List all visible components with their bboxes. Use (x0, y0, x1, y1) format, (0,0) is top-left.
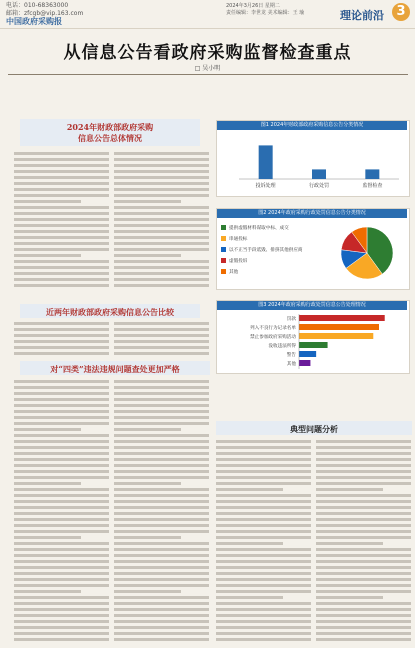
text-line (14, 254, 81, 257)
text-line (14, 242, 109, 245)
text-line (114, 164, 209, 167)
text-line (14, 194, 109, 197)
text-line (14, 440, 109, 443)
text-line (14, 176, 109, 179)
text-line (114, 542, 209, 545)
text-line (114, 494, 209, 497)
text-line (14, 230, 109, 233)
text-line (114, 590, 181, 593)
text-line (316, 536, 411, 539)
chart-1-title: 图1 2024年财政部政府采购信息公告分类情况 (217, 121, 407, 130)
subhead-overview-line1: 2024年财政部政府采购 (66, 122, 154, 132)
text-line (114, 614, 209, 617)
text-line (14, 560, 109, 563)
text-line (216, 452, 311, 455)
text-line (216, 506, 311, 509)
text-line (14, 340, 109, 343)
text-line (14, 638, 109, 641)
text-line (14, 404, 109, 407)
text-line (14, 602, 109, 605)
text-line (14, 482, 81, 485)
text-line (316, 500, 411, 503)
text-line (14, 524, 109, 527)
text-line (14, 620, 109, 623)
chart-2-legend-swatch (221, 269, 226, 274)
text-line (114, 626, 209, 629)
text-line (316, 548, 411, 551)
text-line (14, 536, 81, 539)
text-line (114, 224, 209, 227)
text-line (14, 506, 109, 509)
date-line: 2024年3月26日 星期二 (226, 3, 280, 9)
headline: 从信息公告看政府采购监督检查重点 (63, 43, 352, 63)
chart-3-tick-label: 没收违法所得 (268, 344, 296, 349)
text-line (14, 170, 109, 173)
chart-3-bar (299, 351, 316, 357)
text-line (114, 470, 209, 473)
body-col-2a (14, 322, 109, 358)
text-line (14, 590, 81, 593)
text-line (14, 278, 109, 281)
chart-3-tick-label: 其他 (286, 362, 296, 367)
text-line (14, 328, 109, 331)
text-line (316, 542, 383, 545)
text-line (316, 452, 411, 455)
text-line (114, 632, 209, 635)
body-col-1b (114, 152, 209, 290)
chart-1-bar (312, 169, 326, 179)
chart-3-box (216, 300, 410, 374)
text-line (114, 266, 209, 269)
text-line (114, 200, 181, 203)
text-line (114, 434, 209, 437)
chart-1-tick-label: 监督检查 (362, 183, 383, 189)
text-line (14, 212, 109, 215)
text-line (216, 524, 311, 527)
text-line (216, 512, 311, 515)
text-line (114, 572, 209, 575)
text-line (216, 494, 311, 497)
text-line (216, 488, 283, 491)
text-line (14, 434, 109, 437)
text-line (14, 488, 109, 491)
text-line (114, 422, 209, 425)
text-line (216, 548, 311, 551)
text-line (114, 230, 209, 233)
text-line (114, 152, 209, 155)
chart-2-box (216, 208, 410, 290)
text-line (216, 596, 283, 599)
chart-1-svg (217, 131, 407, 195)
text-line (316, 602, 411, 605)
text-line (14, 566, 109, 569)
text-line (14, 218, 109, 221)
text-line (216, 602, 311, 605)
text-line (114, 254, 181, 257)
text-line (114, 458, 209, 461)
text-line (316, 476, 411, 479)
text-line (114, 260, 209, 263)
text-line (216, 440, 311, 443)
body-col-4a (216, 440, 311, 644)
text-line (14, 626, 109, 629)
text-line (316, 614, 411, 617)
text-line (216, 608, 311, 611)
text-line (316, 512, 411, 515)
text-line (14, 410, 109, 413)
text-line (216, 590, 311, 593)
text-line (14, 152, 109, 155)
chart-1-bar (365, 169, 379, 179)
text-line (14, 578, 109, 581)
text-line (14, 608, 109, 611)
text-line (216, 560, 311, 563)
text-line (114, 464, 209, 467)
text-line (14, 512, 109, 515)
text-line (114, 548, 209, 551)
text-line (114, 386, 209, 389)
text-line (316, 446, 411, 449)
text-line (114, 530, 209, 533)
text-line (114, 554, 209, 557)
text-line (14, 572, 109, 575)
text-line (114, 272, 209, 275)
text-line (316, 554, 411, 557)
text-line (316, 458, 411, 461)
text-line (216, 530, 311, 533)
text-line (316, 590, 411, 593)
chart-3-bar (299, 342, 328, 348)
text-line (14, 458, 109, 461)
body-col-1a (14, 152, 109, 290)
text-line (14, 476, 109, 479)
masthead-date (226, 3, 336, 17)
text-line (114, 352, 209, 355)
text-line (114, 334, 209, 337)
text-line (216, 572, 311, 575)
chart-3-svg (217, 311, 407, 373)
text-line (216, 458, 311, 461)
chart-1-bar (259, 145, 273, 179)
text-line (114, 158, 209, 161)
text-line (14, 632, 109, 635)
text-line (114, 322, 209, 325)
text-line (316, 506, 411, 509)
text-line (14, 416, 109, 419)
text-line (114, 380, 209, 383)
text-line (216, 578, 311, 581)
text-line (14, 200, 81, 203)
chart-3-bar (299, 324, 379, 330)
text-line (114, 560, 209, 563)
masthead-contact (6, 2, 83, 26)
text-line (216, 482, 311, 485)
text-line (316, 626, 411, 629)
text-line (216, 614, 311, 617)
text-line (316, 524, 411, 527)
text-line (114, 518, 209, 521)
text-line (216, 536, 311, 539)
text-line (14, 452, 109, 455)
text-line (316, 608, 411, 611)
text-line (114, 620, 209, 623)
text-line (14, 446, 109, 449)
text-line (114, 584, 209, 587)
text-line (114, 506, 209, 509)
text-line (114, 416, 209, 419)
text-line (114, 638, 209, 641)
text-line (114, 482, 181, 485)
text-line (114, 428, 181, 431)
text-line (216, 470, 311, 473)
text-line (14, 236, 109, 239)
subhead-typical-issues: 典型问题分析 (290, 424, 338, 434)
text-line (114, 392, 209, 395)
text-line (316, 482, 411, 485)
text-line (114, 328, 209, 331)
text-line (14, 428, 81, 431)
text-line (216, 446, 311, 449)
byline: □ 吴小明 (194, 65, 221, 72)
chart-3-tick-label: 警告 (286, 353, 296, 358)
text-line (216, 638, 311, 641)
text-line (316, 440, 411, 443)
chart-1-box (216, 120, 410, 197)
chart-2-legend-swatch (221, 258, 226, 263)
text-line (316, 632, 411, 635)
text-line (14, 398, 109, 401)
masthead (0, 0, 415, 29)
subhead-overview-line2: 信息公告总体情况 (78, 133, 142, 143)
text-line (14, 272, 109, 275)
text-line (114, 452, 209, 455)
text-line (14, 518, 109, 521)
chart-2-svg (217, 219, 407, 289)
text-line (216, 554, 311, 557)
text-line (114, 476, 209, 479)
body-col-3a (14, 380, 109, 644)
chart-2-legend-label: 其他 (229, 270, 239, 275)
text-line (316, 518, 411, 521)
text-line (316, 578, 411, 581)
text-line (216, 626, 311, 629)
text-line (216, 542, 283, 545)
text-line (14, 260, 109, 263)
section-name: 理论前沿 (340, 9, 384, 22)
subhead-comparison: 近两年财政部政府采购信息公告比较 (46, 307, 174, 317)
chart-3-bar (299, 315, 385, 321)
text-line (14, 188, 109, 191)
text-line (114, 346, 209, 349)
chart-3-tick-label: 列入不良行为记录名单 (250, 326, 296, 331)
text-line (14, 266, 109, 269)
text-line (114, 284, 209, 287)
text-line (216, 518, 311, 521)
text-line (316, 638, 411, 641)
text-line (114, 188, 209, 191)
chart-3-bar (299, 333, 373, 339)
text-line (14, 596, 109, 599)
subhead-four-types: 对“四类”违法违规问题查处更加严格 (50, 364, 180, 374)
chart-3-tick-label: 罚款 (286, 317, 296, 322)
text-line (316, 560, 411, 563)
text-line (316, 464, 411, 467)
text-line (114, 248, 209, 251)
subhead-overview (20, 122, 200, 144)
text-line (114, 440, 209, 443)
text-line (114, 176, 209, 179)
text-line (114, 602, 209, 605)
chart-1-tick-label: 投诉处理 (255, 183, 276, 189)
text-line (114, 206, 209, 209)
text-line (114, 340, 209, 343)
text-line (114, 524, 209, 527)
text-line (114, 194, 209, 197)
text-line (114, 218, 209, 221)
body-col-4b (316, 440, 411, 644)
header-divider (8, 74, 408, 75)
text-line (114, 398, 209, 401)
text-line (14, 422, 109, 425)
text-line (114, 182, 209, 185)
text-line (114, 488, 209, 491)
text-line (14, 224, 109, 227)
text-line (14, 182, 109, 185)
chart-3-tick-label: 禁止参加政府采购活动 (250, 335, 296, 340)
chart-2-legend-label: 提供虚假材料谋取中标、成交 (229, 226, 289, 231)
text-line (114, 236, 209, 239)
text-line (316, 530, 411, 533)
text-line (316, 620, 411, 623)
text-line (316, 566, 411, 569)
text-line (14, 164, 109, 167)
text-line (14, 392, 109, 395)
text-line (14, 542, 109, 545)
text-line (216, 500, 311, 503)
text-line (316, 596, 383, 599)
text-line (14, 494, 109, 497)
text-line (114, 410, 209, 413)
text-line (114, 278, 209, 281)
text-line (14, 554, 109, 557)
text-line (114, 242, 209, 245)
text-line (316, 584, 411, 587)
text-line (216, 620, 311, 623)
text-line (14, 206, 109, 209)
body-col-2b (114, 322, 209, 358)
text-line (14, 584, 109, 587)
text-line (14, 346, 109, 349)
text-line (14, 284, 109, 287)
text-line (14, 500, 109, 503)
chart-2-legend-swatch (221, 225, 226, 230)
left-line-2: 邮箱：zfcgb@vip.163.com (6, 10, 84, 17)
text-line (114, 608, 209, 611)
text-line (114, 536, 181, 539)
text-line (114, 512, 209, 515)
chart-3-title: 图3 2024年政府采购行政处罚信息公告处理情况 (217, 301, 407, 310)
chart-2-legend-label: 串通投标 (229, 237, 248, 242)
text-line (114, 596, 209, 599)
text-line (114, 578, 209, 581)
text-line (114, 170, 209, 173)
text-line (14, 386, 109, 389)
text-line (114, 212, 209, 215)
text-line (216, 632, 311, 635)
newspaper-brand: 中国政府采购报 (6, 17, 62, 26)
text-line (114, 446, 209, 449)
text-line (14, 334, 109, 337)
text-line (14, 614, 109, 617)
text-line (216, 464, 311, 467)
chart-2-title: 图2 2024年政府采购行政处罚信息公告分类情况 (217, 209, 407, 218)
text-line (14, 470, 109, 473)
text-line (316, 494, 411, 497)
text-line (114, 404, 209, 407)
text-line (216, 476, 311, 479)
editors-line: 责任编辑：李世龙 美术编辑：王 瑜 (226, 10, 305, 16)
chart-2-legend-swatch (221, 247, 226, 252)
text-line (216, 584, 311, 587)
text-line (14, 380, 109, 383)
chart-2-legend-swatch (221, 236, 226, 241)
text-line (316, 470, 411, 473)
text-line (14, 248, 109, 251)
text-line (14, 464, 109, 467)
text-line (316, 488, 383, 491)
page-number-badge: 3 (392, 3, 410, 21)
chart-2-legend-label: 以不正当手段诋毁、排挤其他供应商 (229, 248, 303, 253)
body-col-3b (114, 380, 209, 644)
chart-1-tick-label: 行政处罚 (308, 183, 330, 189)
text-line (216, 566, 311, 569)
chart-2-legend-label: 虚假投诉 (229, 259, 248, 264)
text-line (14, 530, 109, 533)
text-line (114, 566, 209, 569)
text-line (14, 322, 109, 325)
text-line (14, 158, 109, 161)
left-line-1: 电话：010-68363000 (6, 2, 69, 9)
text-line (316, 572, 411, 575)
text-line (14, 548, 109, 551)
text-line (14, 352, 109, 355)
chart-3-bar (299, 360, 310, 366)
text-line (114, 500, 209, 503)
